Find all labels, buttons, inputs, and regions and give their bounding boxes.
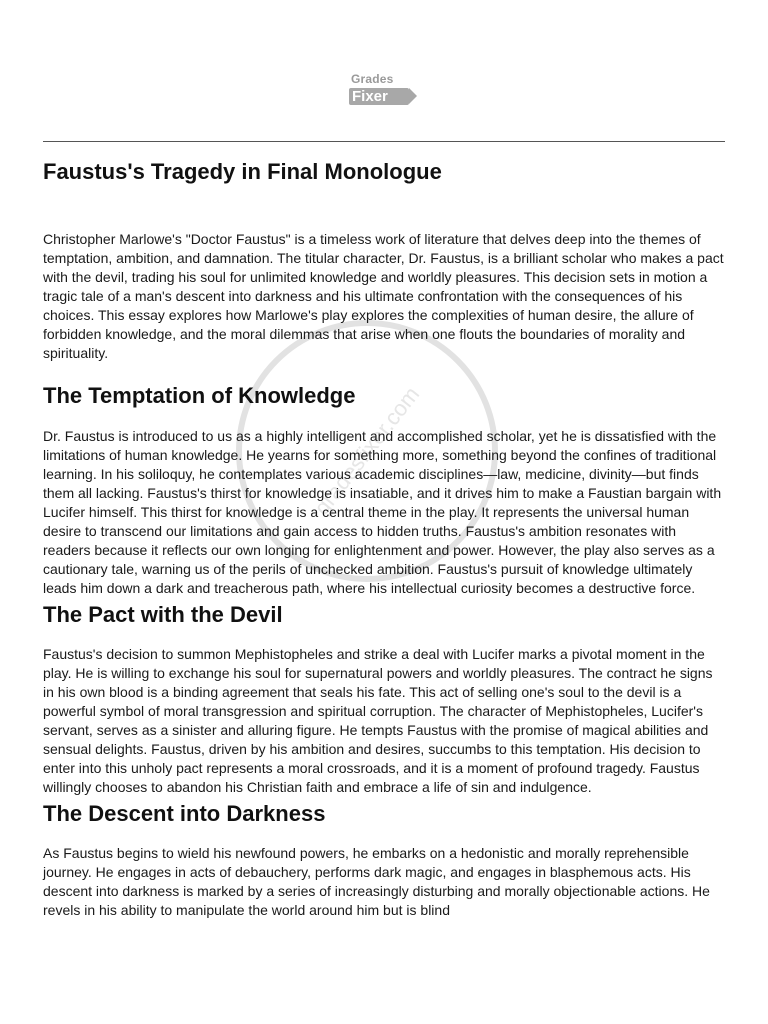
pact-paragraph: Faustus's decision to summon Mephistopheles and strike a deal with Lucifer marks a pivotal moment in the play. He is willing to exchange his soul for supernatural powers and worldly pleasures. The contract he signs in his own blood is a binding agreement that seals his fate. This act of selling one's soul to the devil is a powerful symbol of moral transgression and spiritual corruption. The character of Mephistopheles, Lucifer's servant, serves as a sinister and alluring figure. He tempts Faustus with the promise of magical abilities and sensual delights. Faustus, driven by his ambition and desires, succumbs to this temptation. His decision to enter into this unholy pact represents a moral crossroads, and it is a moment of profound tragedy. Faustus willingly chooses to abandon his Christian faith and embrace a life of sin and indulgence.: [43, 646, 713, 795]
header-divider: [43, 141, 725, 142]
logo-tag-text: Fixer: [352, 88, 388, 105]
heading-descent: The Descent into Darkness: [43, 801, 326, 826]
temptation-paragraph: Dr. Faustus is introduced to us as a highly intelligent and accomplished scholar, yet he is dissatisfied with the limitations of human knowledge. He yearns for something more, something beyond the confines of traditional learning. In his soliloquy, he contemplates various academic disciplines—law, medicine, divinity—but finds them all lacking. Faustus's thirst for knowledge is insatiable, and it drives him to make a Faustian bargain with Lucifer himself. This thirst for knowledge is a central theme in the play. It represents the universal human desire to transcend our limitations and gain access to hidden truths. Faustus's ambition resonates with readers because it reflects our own longing for enlightenment and power. However, the play also serves as a cautionary tale, warning us of the perils of unchecked ambition. Faustus's pursuit of knowledge ultimately leads him down a dark and treacherous path, where his intellectual curiosity becomes a destructive force.: [43, 428, 722, 596]
logo-tag: [349, 88, 409, 105]
watermark-text: gradesfixer.com: [308, 381, 425, 520]
heading-temptation: The Temptation of Knowledge: [43, 383, 356, 408]
logo-top-text: Grades: [351, 72, 394, 86]
gradesfixer-logo: [349, 72, 421, 108]
page-title: Faustus's Tragedy in Final Monologue: [43, 159, 442, 184]
heading-pact: The Pact with the Devil: [43, 602, 283, 627]
descent-paragraph: As Faustus begins to wield his newfound powers, he embarks on a hedonistic and morally reprehensible journey. He engages in acts of debauchery, performs dark magic, and engages in blasphemous acts. His descent into darkness is marked by a series of increasingly disturbing and morally objectionable actions. He revels in his ability to manipulate the world around him but is blind: [43, 845, 710, 918]
essay-body: [43, 156, 725, 920]
intro-paragraph: Christopher Marlowe's "Doctor Faustus" is a timeless work of literature that delves deep into the themes of temptation, ambition, and damnation. The titular character, Dr. Faustus, is a brilliant scholar who makes a pact with the devil, trading his soul for unlimited knowledge and worldly pleasures. This decision sets in motion a tragic tale of a man's descent into darkness and his ultimate confrontation with the consequences of his choices. This essay explores how Marlowe's play explores the complexities of human desire, the allure of forbidden knowledge, and the moral dilemmas that arise when one flouts the boundaries of morality and spirituality.: [43, 231, 724, 361]
logo-tag-tip: [409, 88, 417, 104]
